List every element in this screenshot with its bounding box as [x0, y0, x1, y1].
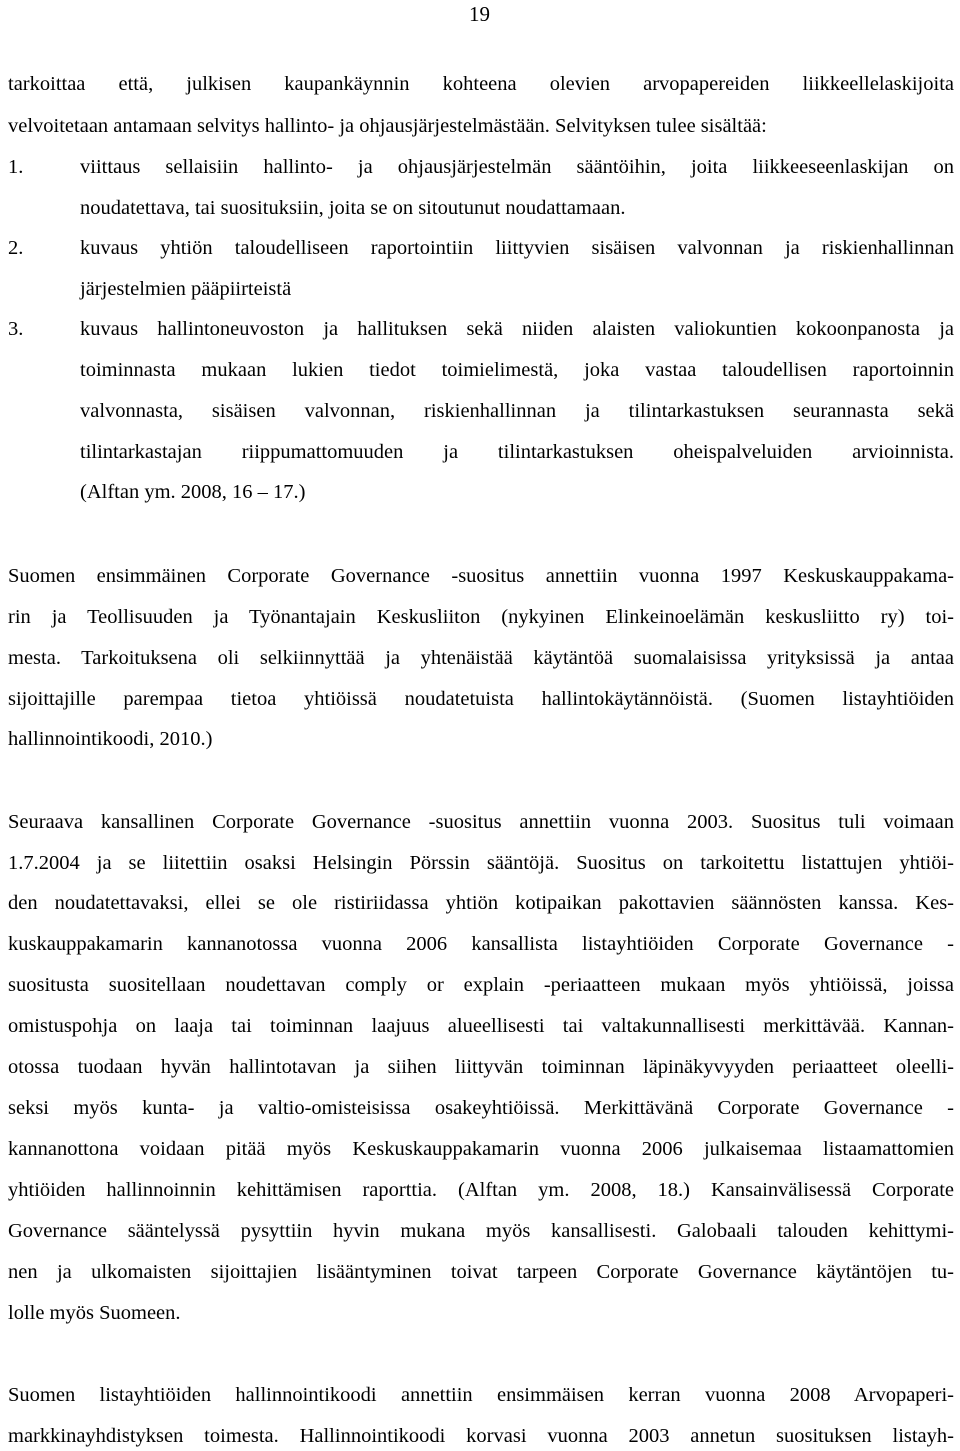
text-line: tilintarkastajan riippumattomuuden ja tilintarkastuksen oheispalveluiden arvioinnista. — [80, 441, 954, 463]
list-number: 1. — [8, 156, 24, 178]
text-line: markkinayhdistyksen toimesta. Hallinnointikoodi korvasi vuonna 2003 annetun suosituksen listayh- — [8, 1425, 954, 1447]
text-line: sijoittajille parempaa tietoa yhtiöissä noudatetuista hallintokäytännöistä. (Suomen listayhtiöiden — [8, 688, 954, 710]
text-line: toiminnasta mukaan lukien tiedot toimielimestä, joka vastaa taloudellisen raportoinnin — [80, 359, 954, 381]
text-line: kuvaus hallintoneuvoston ja hallituksen sekä niiden alaisten valiokuntien kokoonpanosta ja — [80, 318, 954, 340]
text-line: lolle myös Suomeen. — [8, 1302, 181, 1324]
text-line: velvoitetaan antamaan selvitys hallinto- ja ohjausjärjestelmästään. Selvityksen tulee sisältää: — [8, 115, 767, 137]
text-line: kannanottona voidaan pitää myös Keskuskauppakamarin vuonna 2006 julkaisemaa listaamattomien — [8, 1138, 954, 1160]
text-line: nen ja ulkomaisten sijoittajien lisääntyminen toivat tarpeen Corporate Governance käytäntöjen tu- — [8, 1261, 954, 1283]
text-line: järjestelmien pääpiirteistä — [80, 278, 292, 300]
text-line: omistuspohja on laaja tai toiminnan laajuus alueellisesti tai valtakunnallisesti merkittävää. Kannan- — [8, 1015, 954, 1037]
text-line: noudatettava, tai suosituksiin, joita se on sitoutunut noudattamaan. — [80, 197, 626, 219]
list-number: 2. — [8, 237, 24, 259]
text-line: Suomen ensimmäinen Corporate Governance -suositus annettiin vuonna 1997 Keskuskauppakama- — [8, 565, 954, 587]
text-line: kuskauppakamarin kannanotossa vuonna 2006 kansallista listayhtiöiden Corporate Governance - — [8, 933, 954, 955]
text-line: den noudatettavaksi, ellei se ole ristiriidassa yhtiön kotipaikan pakottavien säännösten kanssa. Kes- — [8, 892, 954, 914]
text-line: suositusta suositellaan noudettavan comply or explain -periaatteen mukaan myös yhtiöissä, joissa — [8, 974, 954, 996]
text-line: valvonnasta, sisäisen valvonnan, riskienhallinnan ja tilintarkastuksen seurannasta sekä — [80, 400, 954, 422]
text-line: Seuraava kansallinen Corporate Governance -suositus annettiin vuonna 2003. Suositus tuli voimaan — [8, 811, 954, 833]
list-number: 3. — [8, 318, 24, 340]
page-number: 19 — [469, 2, 490, 26]
text-line: otossa tuodaan hyvän hallintotavan ja siihen liittyvän toiminnan läpinäkyvyyden periaatteet oleelli- — [8, 1056, 954, 1078]
text-line: kuvaus yhtiön taloudelliseen raportointiin liittyvien sisäisen valvonnan ja riskienhallinnan — [80, 237, 954, 259]
text-line: rin ja Teollisuuden ja Työnantajain Keskusliiton (nykyinen Elinkeinoelämän keskusliitto ry) toi- — [8, 606, 954, 628]
text-line: Governance sääntelyssä pysyttiin hyvin mukana myös kansallisesti. Galobaali talouden kehittymi- — [8, 1220, 954, 1242]
text-line: yhtiöiden hallinnoinnin kehittämisen raporttia. (Alftan ym. 2008, 18.) Kansainvälisessä Corporate — [8, 1179, 954, 1201]
text-line: (Alftan ym. 2008, 16 – 17.) — [80, 481, 306, 503]
text-line: tarkoittaa että, julkisen kaupankäynnin kohteena olevien arvopapereiden liikkeellelaskijoita — [8, 73, 954, 95]
text-line: Suomen listayhtiöiden hallinnointikoodi annettiin ensimmäisen kerran vuonna 2008 Arvopaperi- — [8, 1384, 954, 1406]
text-line: mesta. Tarkoituksena oli selkiinnyttää ja yhtenäistää käytäntöä suomalaisissa yrityksissä ja antaa — [8, 647, 954, 669]
text-line: 1.7.2004 ja se liitettiin osaksi Helsingin Pörssin sääntöjä. Suositus on tarkoitettu listattujen yhtiöi- — [8, 852, 954, 874]
text-line: viittaus sellaisiin hallinto- ja ohjausjärjestelmän sääntöihin, joita liikkeeseenlaskijan on — [80, 156, 954, 178]
text-line: seksi myös kunta- ja valtio-omisteisissa osakeyhtiöissä. Merkittävänä Corporate Governance - — [8, 1097, 954, 1119]
text-line: hallinnointikoodi, 2010.) — [8, 728, 213, 750]
